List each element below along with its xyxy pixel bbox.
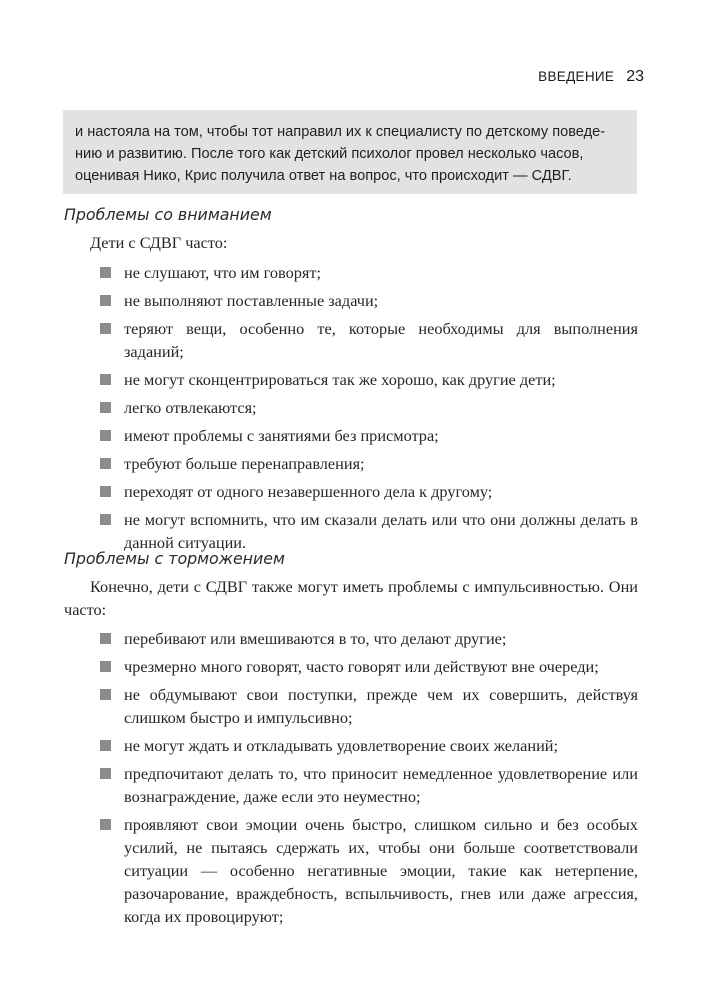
sidebar-callout-box — [63, 110, 637, 194]
list-item — [100, 762, 638, 808]
square-bullet-icon — [100, 267, 111, 278]
list-item — [100, 508, 638, 554]
callout-line: и настояла на том, чтобы тот направил их к специалисту по детскому поведе- — [75, 124, 606, 140]
list-item — [100, 261, 638, 284]
list-item-text: не обдумывают свои поступки, прежде чем их совершить, действуя слишком быстро и импульсивно; — [124, 685, 638, 727]
square-bullet-icon — [100, 661, 111, 672]
list-item-text: имеют проблемы с занятиями без присмотра; — [124, 426, 439, 445]
list-item-text: предпочитают делать то, что приносит немедленное удовлетворение или вознаграждение, даже если это неуместно; — [124, 764, 638, 806]
list-item — [100, 452, 638, 475]
list-item — [100, 396, 638, 419]
square-bullet-icon — [100, 374, 111, 385]
attention-list — [100, 261, 638, 554]
inhibition-list — [100, 627, 638, 928]
list-item — [100, 734, 638, 757]
list-item — [100, 813, 638, 928]
list-item — [100, 368, 638, 391]
attention-intro: Дети с СДВГ часто: — [90, 233, 228, 252]
list-item-text: перебивают или вмешиваются в то, что делают другие; — [124, 629, 507, 648]
list-item-text: не могут вспомнить, что им сказали делать или что они должны делать в данной ситуации. — [124, 510, 638, 552]
inhibition-intro: Конечно, дети с СДВГ также могут иметь проблемы с импульсивностью. Они часто: — [64, 577, 638, 619]
square-bullet-icon — [100, 458, 111, 469]
list-item — [100, 655, 638, 678]
square-bullet-icon — [100, 295, 111, 306]
square-bullet-icon — [100, 768, 111, 779]
square-bullet-icon — [100, 430, 111, 441]
list-item-text: не могут сконцентрироваться так же хорошо, как другие дети; — [124, 370, 556, 389]
square-bullet-icon — [100, 740, 111, 751]
list-item-text: не выполняют поставленные задачи; — [124, 291, 379, 310]
square-bullet-icon — [100, 689, 111, 700]
list-item-text: не могут ждать и откладывать удовлетворение своих желаний; — [124, 736, 559, 755]
section-heading-inhibition: Проблемы с торможением — [64, 549, 285, 568]
running-head-title: ВВЕДЕНИЕ — [538, 69, 615, 84]
list-item-text: теряют вещи, особенно те, которые необходимы для выполнения заданий; — [124, 319, 638, 361]
square-bullet-icon — [100, 633, 111, 644]
list-item — [100, 683, 638, 729]
callout-line: оценивая Нико, Крис получила ответ на вопрос, что происходит — СДВГ. — [75, 168, 572, 184]
list-item-text: проявляют свои эмоции очень быстро, слишком сильно и без особых усилий, не пытаясь сдержать их, чтобы они больше соответствовали ситуации — особенно негативные эмоции, такие как нетерпение, разочарование, враждебность, вспыльчивость, гнев или даже агрессия, когда их провоцируют; — [124, 815, 638, 926]
list-item — [100, 480, 638, 503]
square-bullet-icon — [100, 402, 111, 413]
callout-line: нию и развитию. После того как детский психолог провел несколько часов, — [75, 146, 584, 162]
list-item — [100, 317, 638, 363]
section-heading-attention: Проблемы со вниманием — [64, 205, 272, 224]
list-item-text: переходят от одного незавершенного дела к другому; — [124, 482, 493, 501]
square-bullet-icon — [100, 514, 111, 525]
list-item-text: легко отвлекаются; — [124, 398, 257, 417]
list-item-text: не слушают, что им говорят; — [124, 263, 322, 282]
list-item-text: чрезмерно много говорят, часто говорят или действуют вне очереди; — [124, 657, 599, 676]
page-number: 23 — [626, 68, 644, 85]
square-bullet-icon — [100, 486, 111, 497]
running-head — [538, 68, 644, 86]
list-item — [100, 289, 638, 312]
square-bullet-icon — [100, 323, 111, 334]
list-item — [100, 627, 638, 650]
square-bullet-icon — [100, 819, 111, 830]
list-item-text: требуют больше перенаправления; — [124, 454, 365, 473]
list-item — [100, 424, 638, 447]
